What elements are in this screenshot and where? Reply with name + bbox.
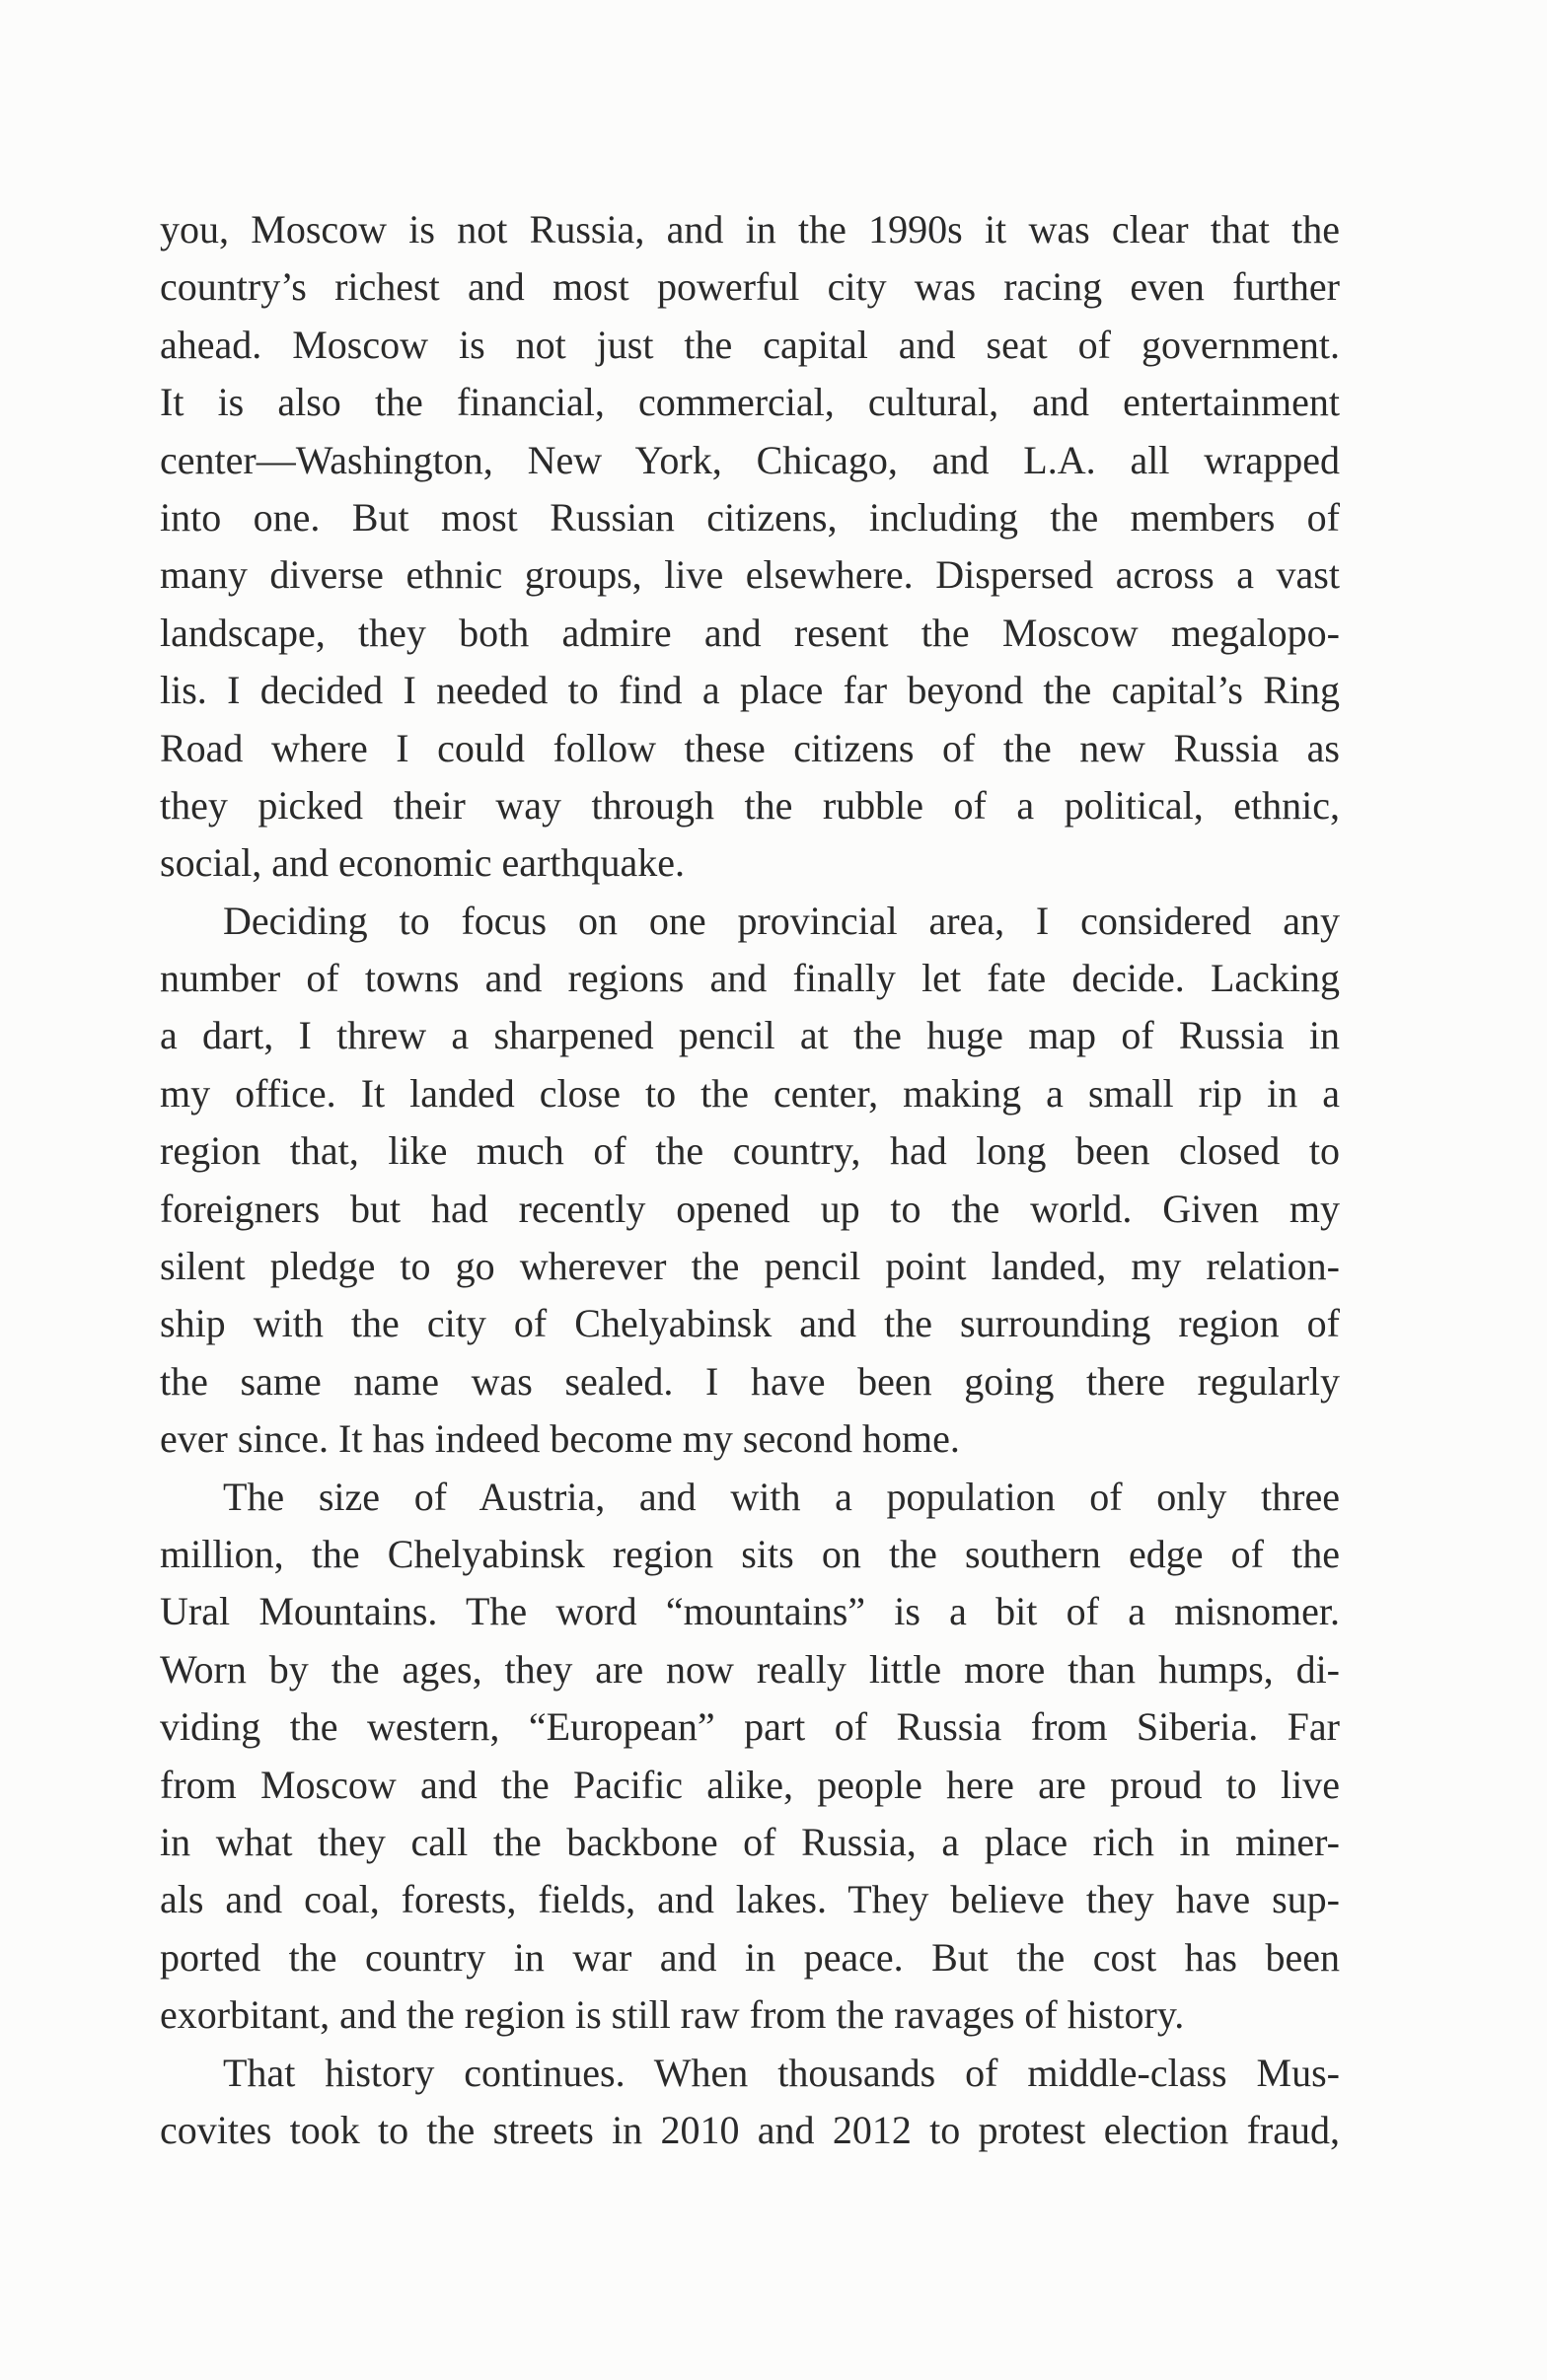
text-line: ship with the city of Chelyabinsk and the surrounding region of (160, 1301, 1340, 1346)
text-line: the same name was sealed. I have been going there regularly (160, 1358, 1340, 1404)
text-line: social, and economic earthquake. (160, 840, 685, 886)
text-line: they picked their way through the rubble of a political, ethnic, (160, 782, 1340, 828)
text-line: million, the Chelyabinsk region sits on the southern edge of the (160, 1531, 1340, 1576)
text-line: That history continues. When thousands of middle-class Mus- (223, 2050, 1340, 2095)
paragraph-2 (160, 893, 1340, 1469)
text-line: foreigners but had recently opened up to the world. Given my (160, 1186, 1340, 1231)
text-line: region that, like much of the country, had long been closed to (160, 1128, 1340, 1174)
text-line: Ural Mountains. The word “mountains” is a bit of a misnomer. (160, 1589, 1340, 1634)
text-line: Worn by the ages, they are now really little more than humps, di- (160, 1646, 1340, 1692)
text-line: silent pledge to go wherever the pencil point landed, my relation- (160, 1244, 1340, 1289)
text-line: als and coal, forests, fields, and lakes. They believe they have sup- (160, 1877, 1340, 1922)
text-line: viding the western, “European” part of Russia from Siberia. Far (160, 1704, 1340, 1750)
text-line: into one. But most Russian citizens, including the members of (160, 494, 1340, 540)
text-line: you, Moscow is not Russia, and in the 1990s it was clear that the (160, 207, 1340, 252)
text-line: center—Washington, New York, Chicago, and L.A. all wrapped (160, 437, 1340, 482)
text-line: my office. It landed close to the center, making a small rip in a (160, 1070, 1340, 1116)
text-line: ported the country in war and in peace. But the cost has been (160, 1934, 1340, 1980)
text-line: lis. I decided I needed to find a place far beyond the capital’s Ring (160, 668, 1340, 713)
text-line: covites took to the streets in 2010 and 2012 to protest election fraud, (160, 2107, 1340, 2152)
paragraph-3 (160, 1469, 1340, 2045)
text-line: in what they call the backbone of Russia, a place rich in miner- (160, 1819, 1340, 1864)
text-line: Deciding to focus on one provincial area, I considered any (223, 898, 1340, 943)
text-line: a dart, I threw a sharpened pencil at the huge map of Russia in (160, 1013, 1340, 1058)
body-text (160, 201, 1340, 2159)
text-line: It is also the financial, commercial, cultural, and entertainment (160, 380, 1340, 425)
paragraph-4 (160, 2045, 1340, 2160)
text-line: exorbitant, and the region is still raw from the ravages of history. (160, 1992, 1185, 2038)
text-line: number of towns and regions and finally let fate decide. Lacking (160, 956, 1340, 1001)
text-line: from Moscow and the Pacific alike, people here are proud to live (160, 1762, 1340, 1807)
text-line: The size of Austria, and with a population of only three (223, 1474, 1340, 1519)
text-line: Road where I could follow these citizens of the new Russia as (160, 725, 1340, 770)
text-line: ever since. It has indeed become my second home. (160, 1416, 960, 1462)
text-line: ahead. Moscow is not just the capital and seat of government. (160, 322, 1340, 367)
paragraph-1 (160, 201, 1340, 893)
text-line: country’s richest and most powerful city was racing even further (160, 264, 1340, 310)
text-line: many diverse ethnic groups, live elsewhere. Dispersed across a vast (160, 552, 1340, 598)
text-line: landscape, they both admire and resent the Moscow megalopo- (160, 610, 1340, 655)
